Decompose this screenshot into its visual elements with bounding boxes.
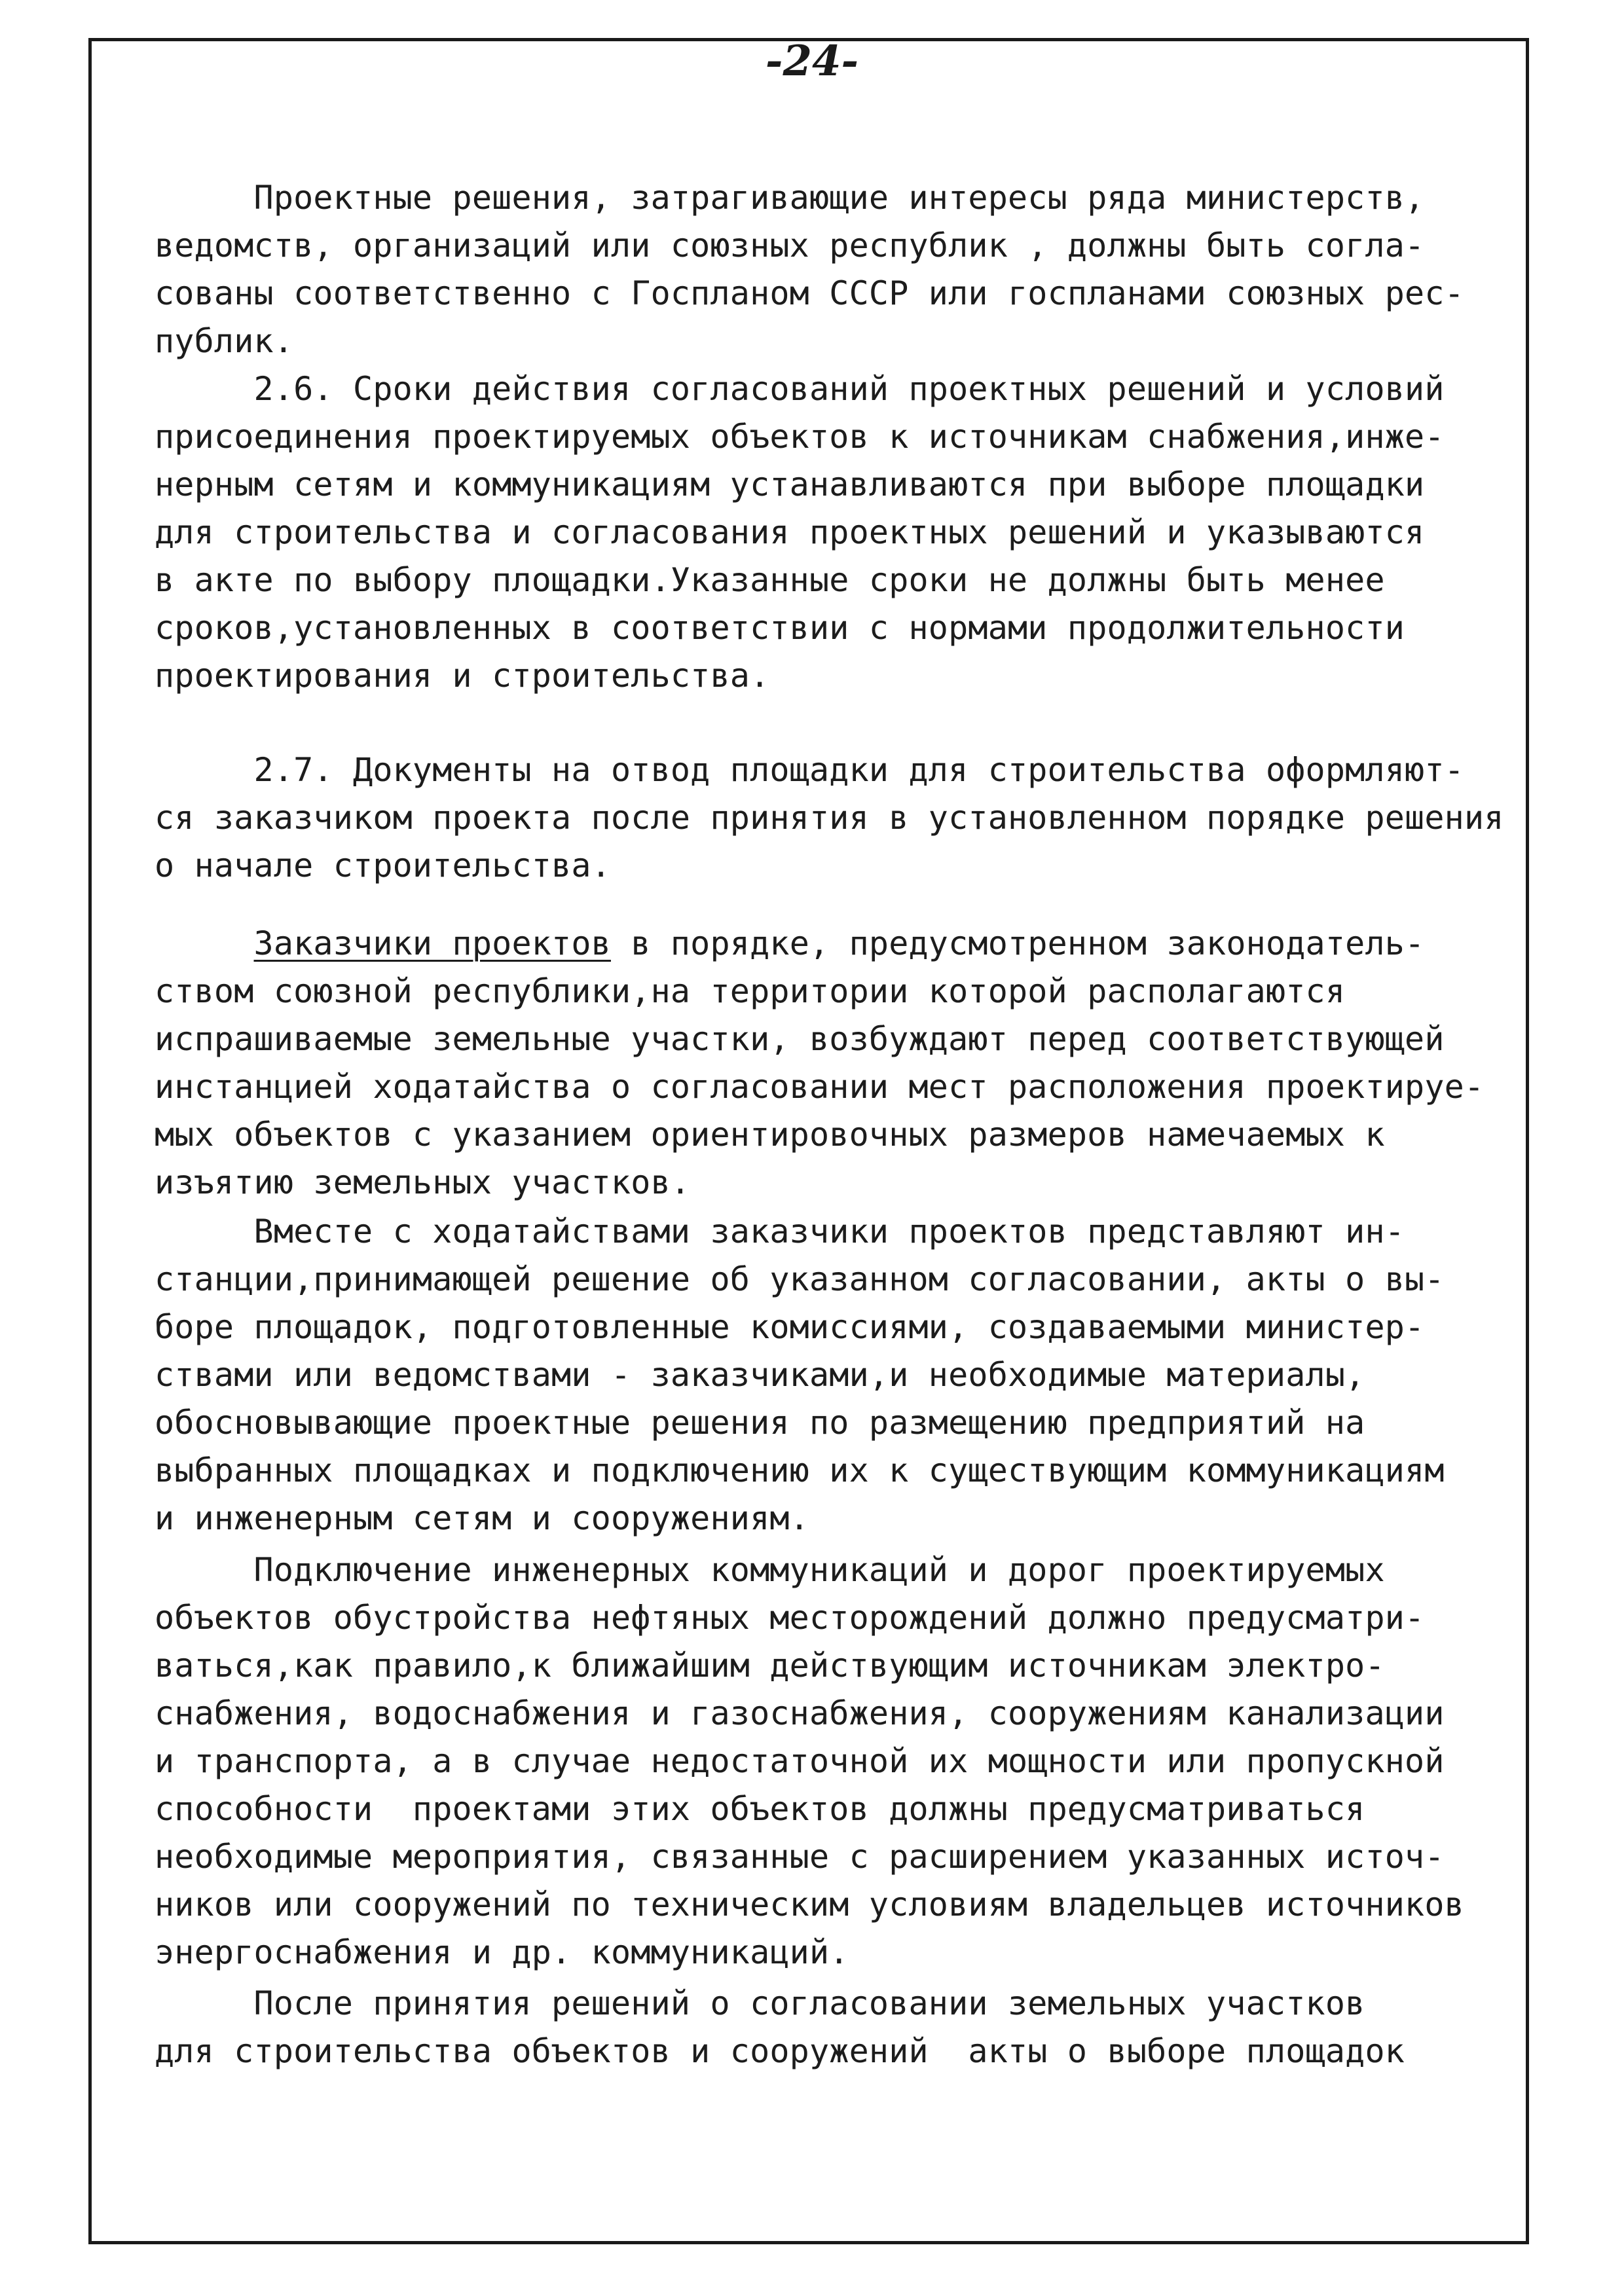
- text-line: обосновывающие проектные решения по размещению предприятий на: [155, 1404, 1365, 1442]
- text-line: сованы соответственно с Госпланом СССР или госпланами союзных рес-: [155, 274, 1464, 312]
- text-line: боре площадок, подготовленные комиссиями, создаваемыми министер-: [155, 1308, 1425, 1346]
- underlined-term: Заказчики проектов: [253, 924, 611, 962]
- text-line: для строительства объектов и сооружений акты о выборе площадок: [155, 2032, 1405, 2070]
- text-line: нерным сетям и коммуникациям устанавливаются при выборе площадки: [155, 465, 1425, 503]
- text-line: ведомств, организаций или союзных республик , должны быть согла-: [155, 227, 1425, 264]
- text-line: Подключение инженерных коммуникаций и дорог проектируемых: [155, 1551, 1385, 1589]
- text-line: объектов обустройства нефтяных месторождений должно предусматри-: [155, 1599, 1425, 1637]
- paragraph-after-approval: [155, 1980, 1549, 2075]
- indent: [155, 924, 254, 962]
- paragraph-petitions: [155, 1208, 1549, 1542]
- text-line-rest: в порядке, предусмотренном законодатель-: [610, 924, 1425, 962]
- text-line: публик.: [155, 322, 294, 360]
- text-line: в акте по выбору площадки.Указанные сроки не должны быть менее: [155, 561, 1385, 599]
- text-line: ников или сооружений по техническим условиям владельцев источников: [155, 1886, 1464, 1923]
- text-line: инстанцией ходатайства о согласовании мест расположения проектируе-: [155, 1068, 1485, 1106]
- text-line: снабжения, водоснабжения и газоснабжения, сооружениям канализации: [155, 1694, 1445, 1732]
- text-line: испрашиваемые земельные участки, возбуждают перед соответствующей: [155, 1020, 1445, 1058]
- paragraph-connection: [155, 1546, 1549, 1977]
- text-line: ваться,как правило,к ближайшим действующим источникам электро-: [155, 1647, 1385, 1685]
- text-line: о начале строительства.: [155, 847, 611, 884]
- text-line: [155, 920, 1549, 968]
- text-line: присоединения проектируемых объектов к источникам снабжения,инже-: [155, 418, 1445, 456]
- text-line: и транспорта, а в случае недостаточной их мощности или пропускной: [155, 1742, 1445, 1780]
- text-line: ствами или ведомствами - заказчиками,и необходимые материалы,: [155, 1356, 1365, 1394]
- page-number: -24-: [765, 37, 859, 86]
- text-line: для строительства и согласования проектных решений и указываются: [155, 513, 1425, 551]
- text-line: ся заказчиком проекта после принятия в установленном порядке решения: [155, 799, 1504, 837]
- text-line: 2.6. Сроки действия согласований проектных решений и условий: [155, 370, 1445, 408]
- text-line: мых объектов с указанием ориентировочных размеров намечаемых к: [155, 1116, 1385, 1154]
- text-line: необходимые мероприятия, связанные с расширением указанных источ-: [155, 1838, 1445, 1876]
- text-line: способности проектами этих объектов должны предусматриваться: [155, 1790, 1365, 1828]
- paragraph-approval: [155, 174, 1549, 365]
- text-line: изъятию земельных участков.: [155, 1163, 691, 1201]
- paragraph-2-6: [155, 365, 1549, 700]
- text-line: проектирования и строительства.: [155, 657, 770, 695]
- text-line: энергоснабжения и др. коммуникаций.: [155, 1933, 849, 1971]
- text-line: станции,принимающей решение об указанном согласовании, акты о вы-: [155, 1260, 1445, 1298]
- text-line: сроков,установленных в соответствии с нормами продолжительности: [155, 609, 1405, 647]
- text-line: выбранных площадках и подключению их к существующим коммуникациям: [155, 1451, 1445, 1489]
- text-line: и инженерным сетям и сооружениям.: [155, 1499, 809, 1537]
- paragraph-2-7: [155, 746, 1549, 890]
- paragraph-customers: [155, 920, 1549, 1207]
- text-line: ством союзной республики,на территории которой располагаются: [155, 972, 1346, 1010]
- text-line: Проектные решения, затрагивающие интересы ряда министерств,: [155, 179, 1425, 217]
- text-line: 2.7. Документы на отвод площадки для строительства оформляют-: [155, 751, 1464, 789]
- text-line: Вместе с ходатайствами заказчики проектов представляют ин-: [155, 1212, 1405, 1250]
- text-line: После принятия решений о согласовании земельных участков: [155, 1984, 1365, 2022]
